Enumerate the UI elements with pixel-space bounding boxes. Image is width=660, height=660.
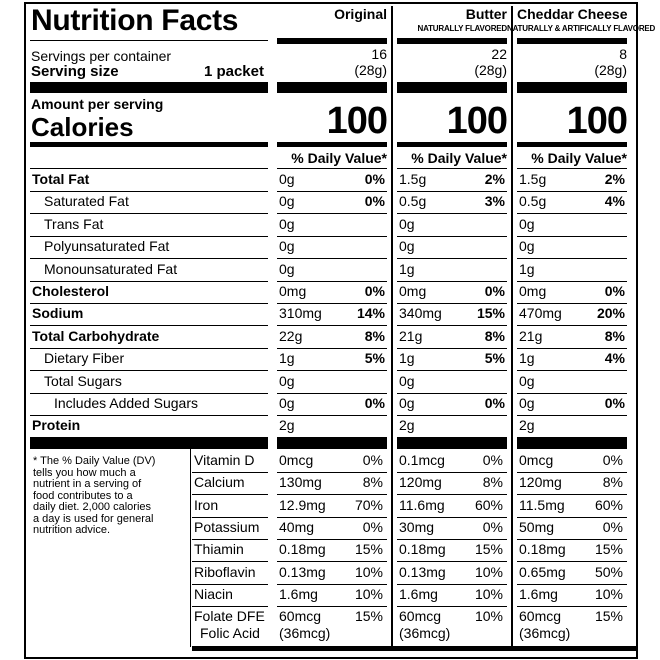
vitamin-amount: 120mg <box>399 474 442 490</box>
nutrient-amount: 0g <box>279 395 295 411</box>
vitamin-dv: 15% <box>594 541 623 557</box>
nutrient-amount: 0mg <box>519 283 547 299</box>
nutrient-dv: 5% <box>364 350 385 366</box>
column-calories-bar <box>517 142 627 147</box>
nutrient-amount: 2g <box>279 417 295 433</box>
vitamin-label: Thiamin <box>194 541 244 557</box>
vitamin-amount: 0.1mcg <box>399 452 445 468</box>
nutrient-amount: 0mg <box>279 283 307 299</box>
vitamin-dv: 8% <box>362 474 383 490</box>
vitamin-rule <box>517 539 627 540</box>
column-divider-line <box>397 168 507 169</box>
title-rule <box>30 40 268 41</box>
row-rule <box>277 213 387 214</box>
row-rule <box>277 393 387 394</box>
row-rule <box>30 303 268 304</box>
vitamin-bar <box>30 437 268 449</box>
vitamin-dv: 60% <box>594 497 623 513</box>
nutrient-amount: 0g <box>519 216 535 232</box>
vitamin-bar <box>397 437 507 449</box>
nutrient-dv: 0% <box>364 193 385 209</box>
serving-size-value: 1 packet <box>203 63 264 80</box>
vitamin-dv: 8% <box>602 474 623 490</box>
vitamin-amount: 0mcg <box>279 452 314 468</box>
vitamin-dv: 8% <box>482 474 503 490</box>
row-rule <box>397 348 507 349</box>
serving-size-label: Serving size <box>31 63 119 80</box>
vitamin-amount: 0.18mg <box>279 541 326 557</box>
row-rule <box>517 191 627 192</box>
vitamin-dv: 10% <box>474 608 503 624</box>
nutrient-amount: 0g <box>279 193 295 209</box>
thick-bar <box>30 82 268 93</box>
nutrient-label: Total Carbohydrate <box>32 328 160 344</box>
nutrient-dv: 0% <box>484 283 505 299</box>
vitamin-rule <box>517 584 627 585</box>
vitamin-rule <box>517 517 627 518</box>
servings-label: Servings per container <box>31 48 172 64</box>
nutrient-label: Dietary Fiber <box>44 350 125 366</box>
nutrient-dv: 0% <box>604 395 625 411</box>
column-subtitle: NATURALLY FLAVORED <box>417 24 507 33</box>
nutrient-dv: 2% <box>484 171 505 187</box>
nutrient-dv: 8% <box>604 328 625 344</box>
vitamin-amount: 11.6mg <box>399 497 445 513</box>
column-title: Butter <box>465 6 507 22</box>
row-rule <box>277 258 387 259</box>
nutrient-label: Includes Added Sugars <box>54 395 198 411</box>
footnote-line: food contributes to a <box>33 489 133 502</box>
row-rule <box>277 325 387 326</box>
row-rule <box>30 258 268 259</box>
nutrient-amount: 340mg <box>399 305 442 321</box>
vitamin-dv: 0% <box>362 452 383 468</box>
nutrient-amount: 2g <box>519 417 535 433</box>
vitamin-rule <box>397 494 507 495</box>
vitamin-amount: 0.13mg <box>399 564 446 580</box>
calories-bar <box>30 142 268 147</box>
row-rule <box>30 281 268 282</box>
row-rule <box>277 236 387 237</box>
nutrient-amount: 0g <box>279 238 295 254</box>
dv-header: % Daily Value* <box>531 150 627 166</box>
vitamin-dv: 0% <box>482 519 503 535</box>
nutrient-label: Saturated Fat <box>44 193 129 209</box>
vitamin-amount: 60mcg <box>399 608 442 624</box>
row-rule <box>517 325 627 326</box>
vitamin-sublabel: Folic Acid <box>200 625 260 641</box>
vitamin-rule <box>517 494 627 495</box>
vitamin-label: Niacin <box>194 586 233 602</box>
nutrient-amount: 0g <box>519 395 535 411</box>
row-rule <box>277 370 387 371</box>
nutrient-dv: 0% <box>364 283 385 299</box>
nutrient-dv: 0% <box>364 171 385 187</box>
vitamin-rule <box>277 539 387 540</box>
column-divider-line <box>277 168 387 169</box>
vitamin-amount: 1.6mg <box>279 586 318 602</box>
column-top-bar <box>397 38 507 44</box>
vitamin-rule <box>517 606 627 607</box>
vitamin-amount: 0.18mg <box>399 541 446 557</box>
nutrient-amount: 1g <box>399 261 415 277</box>
row-rule <box>30 415 268 416</box>
nutrient-amount: 0g <box>399 395 415 411</box>
nutrient-dv: 4% <box>604 193 625 209</box>
rule <box>30 168 268 169</box>
column-thick-bar <box>277 82 387 93</box>
nutrient-amount: 0g <box>399 373 415 389</box>
nutrient-amount: 0.5g <box>399 193 427 209</box>
vitamin-rule <box>192 584 268 585</box>
nutrient-amount: 21g <box>519 328 543 344</box>
vitamin-dv: 50% <box>594 564 623 580</box>
column-divider-line <box>517 168 627 169</box>
vitamin-amount: 120mg <box>519 474 562 490</box>
column-thick-bar <box>397 82 507 93</box>
column-calories-bar <box>397 142 507 147</box>
nutrient-dv: 3% <box>484 193 505 209</box>
vitamin-amount: 60mcg <box>519 608 562 624</box>
vitamin-bar <box>277 437 387 449</box>
nutrient-amount: 0g <box>279 261 295 277</box>
vitamin-dv: 15% <box>594 608 623 624</box>
nutrient-dv: 2% <box>604 171 625 187</box>
column-thick-bar <box>517 82 627 93</box>
vitamin-rule <box>277 584 387 585</box>
dv-header: % Daily Value* <box>291 150 387 166</box>
nutrient-amount: 1.5g <box>519 171 547 187</box>
vitamin-amount: 60mcg <box>279 608 322 624</box>
vitamin-rule <box>192 472 268 473</box>
vitamin-rule <box>192 561 268 562</box>
row-rule <box>517 258 627 259</box>
nutrient-amount: 1g <box>279 350 295 366</box>
vitamin-rule <box>192 539 268 540</box>
row-rule <box>397 258 507 259</box>
column-title: Original <box>334 6 387 22</box>
nutrient-amount: 0g <box>279 216 295 232</box>
nutrient-amount: 0.5g <box>519 193 547 209</box>
row-rule <box>517 303 627 304</box>
vitamin-label: Potassium <box>194 519 260 535</box>
vitamin-amount-sub: (36mcg) <box>519 625 571 641</box>
page-title: Nutrition Facts <box>31 4 239 37</box>
row-rule <box>517 348 627 349</box>
vitamin-dv: 70% <box>354 497 383 513</box>
serving-size-value: (28g) <box>474 62 507 78</box>
row-rule <box>30 191 268 192</box>
nutrient-amount: 0mg <box>399 283 427 299</box>
vitamin-amount: 0.65mg <box>519 564 566 580</box>
nutrient-amount: 0g <box>399 216 415 232</box>
nutrient-dv: 8% <box>364 328 385 344</box>
vitamin-label: Iron <box>194 497 219 513</box>
footnote-line: daily diet. 2,000 calories <box>33 501 152 513</box>
row-rule <box>30 325 268 326</box>
column-title: Cheddar Cheese <box>517 6 628 22</box>
row-rule <box>397 370 507 371</box>
vitamin-dv: 10% <box>594 586 623 602</box>
row-rule <box>30 213 268 214</box>
nutrient-label: Sodium <box>32 305 84 321</box>
footnote-line: a day is used for general <box>33 512 154 525</box>
nutrient-dv: 5% <box>484 350 505 366</box>
vitamin-dv: 0% <box>362 519 383 535</box>
nutrient-amount: 470mg <box>519 305 562 321</box>
vitamin-amount: 12.9mg <box>279 497 326 513</box>
nutrient-amount: 310mg <box>279 305 322 321</box>
nutrient-dv: 20% <box>596 305 625 321</box>
vitamin-dv: 0% <box>602 519 623 535</box>
servings-value: 8 <box>619 46 627 62</box>
vitamin-rule <box>517 561 627 562</box>
nutrient-amount: 1.5g <box>399 171 427 187</box>
nutrient-label: Polyunsaturated Fat <box>44 238 170 254</box>
row-rule <box>517 415 627 416</box>
nutrient-label: Cholesterol <box>32 283 110 299</box>
row-rule <box>397 236 507 237</box>
nutrient-dv: 8% <box>484 328 505 344</box>
vitamin-rule <box>192 517 268 518</box>
nutrient-amount: 2g <box>399 417 415 433</box>
vitamin-rule <box>397 584 507 585</box>
vitamin-rule <box>277 606 387 607</box>
vitamin-dv: 0% <box>482 452 503 468</box>
calories-value: 100 <box>566 100 627 142</box>
nutrient-label: Total Fat <box>32 171 90 187</box>
nutrient-label: Monounsaturated Fat <box>44 261 178 277</box>
footnote-line: * The % Daily Value (DV) <box>33 455 156 467</box>
nutrient-dv: 15% <box>476 305 505 321</box>
calories-value: 100 <box>446 100 507 142</box>
footnote-line: nutrition advice. <box>33 524 111 536</box>
row-rule <box>30 348 268 349</box>
nutrient-dv: 14% <box>356 305 385 321</box>
vitamin-rule <box>277 472 387 473</box>
row-rule <box>397 325 507 326</box>
row-rule <box>277 303 387 304</box>
vitamin-dv: 15% <box>474 541 503 557</box>
vitamin-amount-sub: (36mcg) <box>279 625 331 641</box>
nutrient-amount: 0g <box>519 373 535 389</box>
footnote-line: tells you how much a <box>33 466 136 479</box>
column-divider <box>391 6 393 646</box>
calories-label: Calories <box>31 112 134 142</box>
nutrient-amount: 22g <box>279 328 303 344</box>
nutrient-dv: 4% <box>604 350 625 366</box>
vitamin-label: Calcium <box>194 474 245 490</box>
nutrient-dv: 0% <box>604 283 625 299</box>
vitamin-amount: 11.5mg <box>519 497 565 513</box>
vitamin-dv: 60% <box>474 497 503 513</box>
column-divider <box>511 6 513 646</box>
vitamin-amount: 50mg <box>519 519 555 535</box>
row-rule <box>277 191 387 192</box>
row-rule <box>30 370 268 371</box>
nutrient-amount: 0g <box>279 373 295 389</box>
column-top-bar <box>277 38 387 44</box>
nutrient-label: Total Sugars <box>44 373 122 389</box>
column-subtitle: NATURALLY & ARTIFICALLY FLAVORED <box>507 24 656 33</box>
serving-size-value: (28g) <box>594 62 627 78</box>
vitamin-label: Riboflavin <box>194 564 256 580</box>
row-rule <box>277 348 387 349</box>
nutrient-label: Protein <box>32 417 81 433</box>
row-rule <box>397 213 507 214</box>
vitamin-amount: 0.13mg <box>279 564 326 580</box>
nutrient-amount: 1g <box>519 261 535 277</box>
vitamin-dv: 15% <box>354 541 383 557</box>
row-rule <box>517 393 627 394</box>
vitamin-amount: 30mg <box>399 519 435 535</box>
vitamin-dv: 10% <box>474 586 503 602</box>
vitamin-dv: 10% <box>354 564 383 580</box>
servings-value: 22 <box>491 46 507 62</box>
vitamin-rule <box>397 517 507 518</box>
row-rule <box>30 236 268 237</box>
row-rule <box>277 281 387 282</box>
row-rule <box>517 370 627 371</box>
nutrient-amount: 1g <box>399 350 415 366</box>
row-rule <box>397 191 507 192</box>
vitamin-label: Vitamin D <box>194 452 255 468</box>
nutrient-dv: 0% <box>364 395 385 411</box>
vitamin-rule <box>397 606 507 607</box>
vitamin-rule <box>277 517 387 518</box>
nutrient-amount: 0g <box>399 238 415 254</box>
vitamin-amount: 1.6mg <box>519 586 558 602</box>
column-calories-bar <box>277 142 387 147</box>
nutrient-amount: 0g <box>279 171 295 187</box>
vitamin-label: Folate DFE <box>194 608 265 624</box>
vitamin-dv: 0% <box>602 452 623 468</box>
column-top-bar <box>517 38 627 44</box>
row-rule <box>397 303 507 304</box>
row-rule <box>517 236 627 237</box>
nutrient-amount: 1g <box>519 350 535 366</box>
vitamin-dv: 15% <box>354 608 383 624</box>
nutrient-amount: 21g <box>399 328 423 344</box>
row-rule <box>277 415 387 416</box>
row-rule <box>397 415 507 416</box>
row-rule <box>517 213 627 214</box>
vitamin-divider <box>190 449 191 647</box>
nutrient-label: Trans Fat <box>44 216 104 232</box>
vitamin-dv: 10% <box>354 586 383 602</box>
vitamin-dv: 10% <box>474 564 503 580</box>
row-rule <box>517 281 627 282</box>
row-rule <box>397 281 507 282</box>
row-rule <box>397 393 507 394</box>
calories-value: 100 <box>326 100 387 142</box>
vitamin-amount: 0.18mg <box>519 541 566 557</box>
row-rule <box>30 393 268 394</box>
vitamin-rule <box>517 472 627 473</box>
vitamin-amount: 40mg <box>279 519 315 535</box>
vitamin-amount-sub: (36mcg) <box>399 625 451 641</box>
footnote-line: nutrient in a serving of <box>33 478 142 490</box>
amount-label: Amount per serving <box>31 96 164 112</box>
nutrient-dv: 0% <box>484 395 505 411</box>
vitamin-amount: 0mcg <box>519 452 554 468</box>
bottom-bar <box>192 646 638 651</box>
vitamin-rule <box>397 539 507 540</box>
dv-header: % Daily Value* <box>411 150 507 166</box>
vitamin-rule <box>192 494 268 495</box>
vitamin-bar <box>517 437 627 449</box>
vitamin-rule <box>397 472 507 473</box>
vitamin-rule <box>192 606 268 607</box>
vitamin-rule <box>277 494 387 495</box>
servings-value: 16 <box>371 46 387 62</box>
vitamin-amount: 1.6mg <box>399 586 438 602</box>
nutrient-amount: 0g <box>519 238 535 254</box>
serving-size-value: (28g) <box>354 62 387 78</box>
vitamin-amount: 130mg <box>279 474 322 490</box>
vitamin-rule <box>277 561 387 562</box>
vitamin-rule <box>397 561 507 562</box>
